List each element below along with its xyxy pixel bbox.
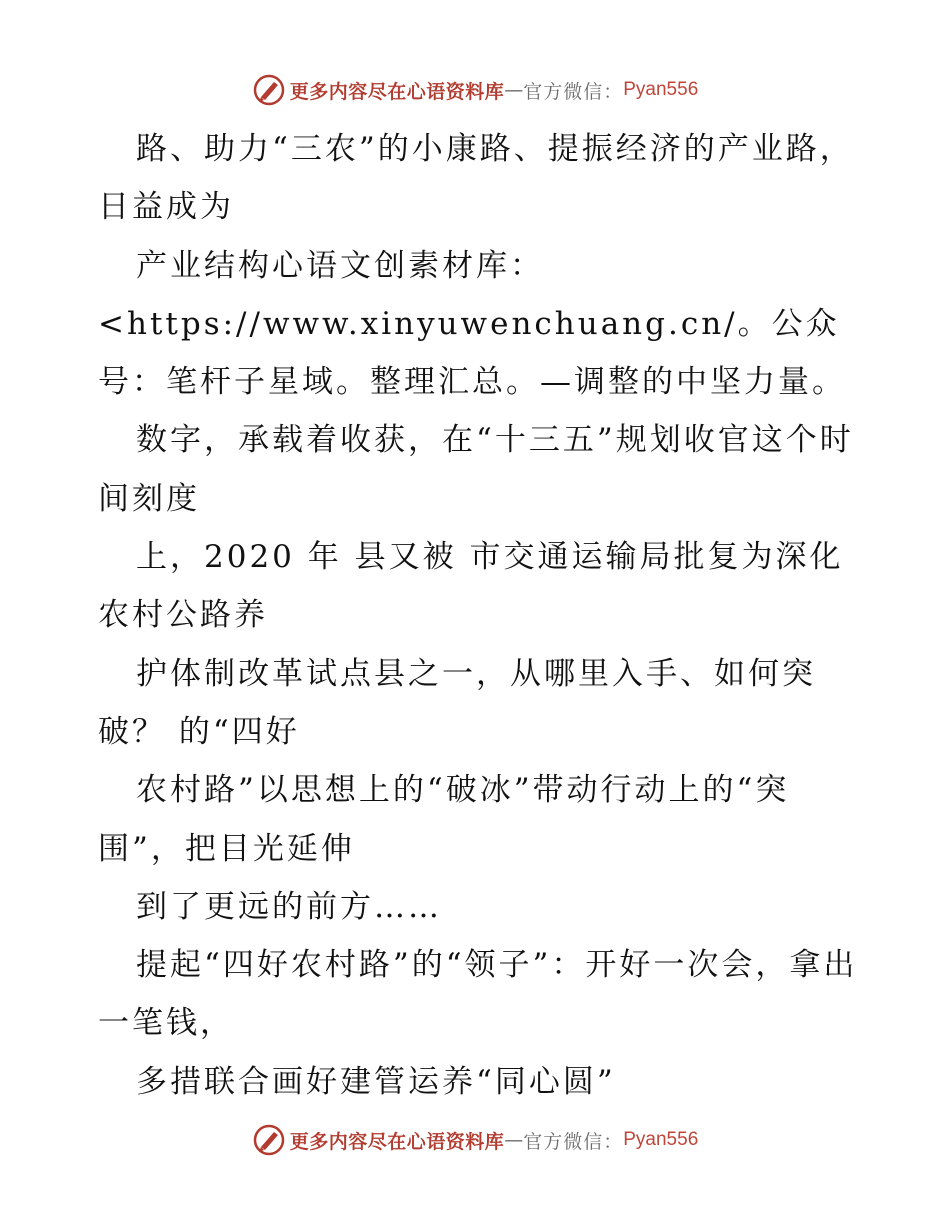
header-dash: — (504, 79, 524, 101)
header-wechat-id: Pyan556 (623, 79, 699, 100)
document-body (98, 120, 858, 1111)
footer-title: 更多内容尽在心语资料库 (289, 1130, 505, 1153)
footer-wechat-id: Pyan556 (623, 1129, 699, 1150)
paragraph: 产业结构心语文创素材库：<https://www.xinyuwenchuang.cn/。公众号：笔杆子星域。整理汇总。—调整的中坚力量。 (98, 247, 846, 401)
header-wechat-label: 官方微信： (523, 80, 624, 103)
pen-logo-icon (252, 73, 286, 107)
paragraph: 护体制改革试点县之一，从哪里入手、如何突破？ 的“四好 (98, 655, 816, 750)
paragraph: 到了更远的前方…… (136, 888, 442, 925)
paragraph: 数字，承载着收获，在“十三五”规划收官这个时间刻度 (98, 422, 854, 517)
footer-dash: — (504, 1129, 524, 1151)
footer-banner (0, 1120, 950, 1160)
paragraph: 提起“四好农村路”的“领子”：开好一次会，拿出一笔钱， (98, 947, 858, 1042)
paragraph: 多措联合画好建管运养“同心圆” (136, 1063, 616, 1100)
paragraph: 路、助力“三农”的小康路、提振经济的产业路，日益成为 (98, 131, 854, 226)
header-banner (0, 70, 950, 110)
header-title: 更多内容尽在心语资料库 (289, 80, 505, 103)
pen-logo-icon (252, 1123, 286, 1157)
paragraph: 农村路”以思想上的“破冰”带动行动上的“突围”，把目光延伸 (98, 772, 790, 867)
paragraph: 上，2020 年 县又被 市交通运输局批复为深化农村公路养 (98, 539, 844, 634)
footer-wechat-label: 官方微信： (523, 1130, 624, 1153)
